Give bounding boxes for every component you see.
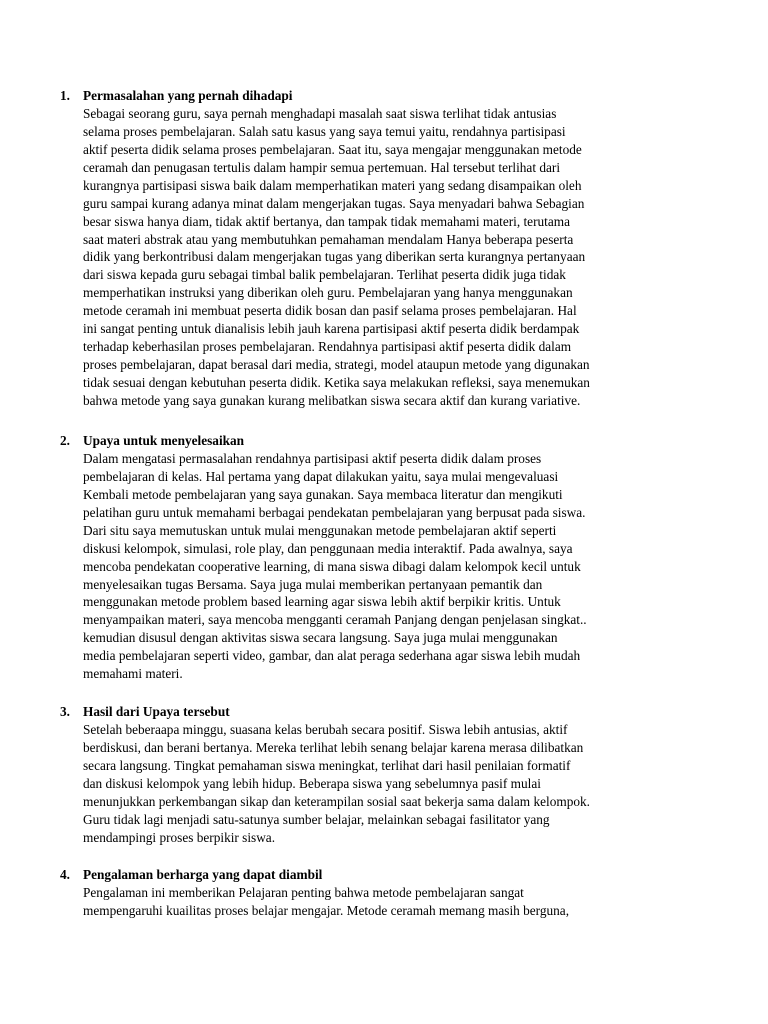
paragraph-line: ini sangat penting untuk dianalisis lebih jauh karena partisipasi aktif peserta didik berdampak bbox=[83, 321, 580, 337]
paragraph-line: memperhatikan instruksi yang diberikan oleh guru. Pembelajaran yang hanya menggunakan bbox=[83, 285, 573, 301]
section-number: 2. bbox=[60, 433, 70, 448]
paragraph-line: guru sampai kurang adanya minat dalam mengerjakan tugas. Saya menyadari bahwa Sebagian bbox=[83, 195, 585, 211]
paragraph-line: diskusi kelompok, simulasi, role play, dan penggunaan media interaktif. Pada awalnya, saya bbox=[83, 540, 573, 556]
section-heading: Permasalahan yang pernah dihadapi bbox=[83, 88, 293, 103]
paragraph-line: proses pembelajaran, dapat berasal dari media, strategi, model ataupun metode yang digunakan bbox=[83, 357, 590, 373]
paragraph-line: selama proses pembelajaran. Salah satu kasus yang saya temui yaitu, rendahnya partisipasi bbox=[83, 123, 566, 139]
paragraph-line: menunjukkan perkembangan sikap dan keterampilan sosial saat bekerja sama dalam kelompok. bbox=[83, 793, 590, 809]
paragraph-line: ceramah dan penugasan tertulis dalam hampir semua pertemuan. Hal tersebut terlihat dari bbox=[83, 159, 561, 175]
paragraph-line: Dalam mengatasi permasalahan rendahnya partisipasi aktif peserta didik dalam proses bbox=[83, 450, 542, 466]
paragraph-line: menggunakan metode problem based learning agar siswa lebih aktif berpikir kritis. Untuk bbox=[83, 594, 561, 610]
section-body bbox=[83, 450, 683, 683]
paragraph-line: menyampaikan materi, saya mencoba mengganti ceramah Panjang dengan penjelasan singkat.. bbox=[83, 612, 587, 628]
paragraph-line: dari siswa kepada guru sebagai timbal balik pembelajaran. Terlihat peserta didik juga tidak bbox=[83, 267, 566, 283]
section-number: 3. bbox=[60, 704, 70, 719]
paragraph-line: bahwa metode yang saya gunakan kurang melibatkan siswa secara aktif dan kurang variative. bbox=[83, 392, 581, 408]
paragraph-line: Setelah beberaapa minggu, suasana kelas berubah secara positif. Siswa lebih antusias, aktif bbox=[83, 721, 568, 737]
paragraph-line: mencoba pendekatan cooperative learning, di mana siswa dibagi dalam kelompok kecil untuk bbox=[83, 558, 581, 574]
paragraph-line: memahami materi. bbox=[83, 666, 183, 682]
paragraph-line: aktif peserta didik selama proses pembelajaran. Saat itu, saya mengajar menggunakan metode bbox=[83, 141, 582, 157]
section-heading: Upaya untuk menyelesaikan bbox=[83, 433, 245, 448]
paragraph-line: Guru tidak lagi menjadi satu-satunya sumber belajar, melainkan sebagai fasilitator yang bbox=[83, 811, 550, 827]
paragraph-line: Dari situ saya memutuskan untuk mulai menggunakan metode pembelajaran aktif seperti bbox=[83, 522, 557, 538]
paragraph-line: media pembelajaran seperti video, gambar, dan alat peraga sederhana agar siswa lebih mudah bbox=[83, 648, 581, 664]
paragraph-line: secara langsung. Tingkat pemahaman siswa meningkat, terlihat dari hasil penilaian formatif bbox=[83, 757, 571, 773]
paragraph-line: mempengaruhi kuailitas proses belajar mengajar. Metode ceramah memang masih berguna, bbox=[83, 902, 570, 918]
paragraph-line: didik yang berkontribusi dalam mengerjakan tugas yang diberikan serta kurangnya pertanyaan bbox=[83, 249, 586, 265]
paragraph-line: dan diskusi kelompok yang lebih hidup. Beberapa siswa yang sebelumnya pasif mulai bbox=[83, 775, 541, 791]
paragraph-line: Sebagai seorang guru, saya pernah menghadapi masalah saat siswa terlihat tidak antusias bbox=[83, 105, 557, 121]
paragraph-line: menyelesaikan tugas Bersama. Saya juga mulai memberikan pertanyaan pemantik dan bbox=[83, 576, 543, 592]
paragraph-line: pembelajaran di kelas. Hal pertama yang dapat dilakukan yaitu, saya mulai mengevaluasi bbox=[83, 468, 559, 484]
paragraph-line: Pengalaman ini memberikan Pelajaran penting bahwa metode pembelajaran sangat bbox=[83, 884, 524, 900]
paragraph-line: berdiskusi, dan berani bertanya. Mereka terlihat lebih senang belajar karena merasa dilibatkan bbox=[83, 739, 584, 755]
section-body bbox=[83, 721, 683, 847]
paragraph-line: mendampingi proses berpikir siswa. bbox=[83, 829, 276, 845]
paragraph-line: terhadap keberhasilan proses pembelajaran. Rendahnya partisipasi aktif peserta didik dalam bbox=[83, 339, 572, 355]
section-heading: Hasil dari Upaya tersebut bbox=[83, 704, 230, 719]
section-body bbox=[83, 884, 683, 920]
section-number: 4. bbox=[60, 867, 70, 882]
section-number: 1. bbox=[60, 88, 70, 103]
section-body bbox=[83, 105, 683, 410]
paragraph-line: metode ceramah ini membuat peserta didik bosan dan pasif selama proses pembelajaran. Hal bbox=[83, 303, 577, 319]
section-heading: Pengalaman berharga yang dapat diambil bbox=[83, 867, 323, 882]
paragraph-line: Kembali metode pembelajaran yang saya gunakan. Saya membaca literatur dan mengikuti bbox=[83, 486, 563, 502]
paragraph-line: besar siswa hanya diam, tidak aktif bertanya, dan tampak tidak memahami materi, terutama bbox=[83, 213, 571, 229]
paragraph-line: tidak sesuai dengan kebutuhan peserta didik. Ketika saya melakukan refleksi, saya menemukan bbox=[83, 375, 590, 390]
paragraph-line: kurangnya partisipasi siswa baik dalam memperhatikan materi yang sedang disampaikan oleh bbox=[83, 177, 582, 193]
paragraph-line: pelatihan guru untuk memahami berbagai pendekatan pembelajaran yang berpusat pada siswa. bbox=[83, 504, 586, 520]
paragraph-line: kemudian disusul dengan aktivitas siswa secara langsung. Saya juga mulai menggunakan bbox=[83, 630, 558, 646]
paragraph-line: saat materi abstrak atau yang membutuhkan pemahaman mendalam Hanya beberapa peserta bbox=[83, 231, 574, 247]
